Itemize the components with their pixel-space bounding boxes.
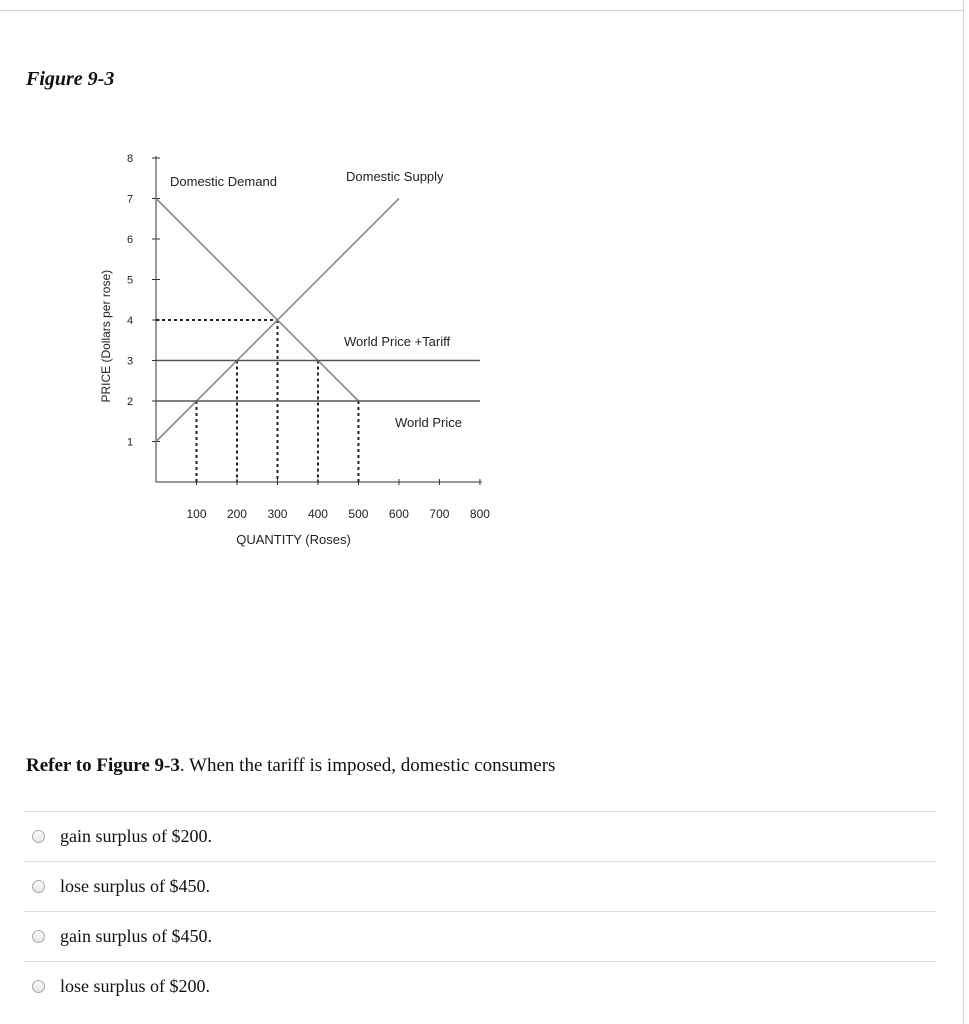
y-tick-label-2: 2 bbox=[126, 396, 134, 408]
series-line-domestic-demand bbox=[156, 199, 358, 402]
label-domestic-supply: Domestic Supply bbox=[346, 169, 444, 184]
x-tick-label-200: 200 bbox=[226, 507, 247, 521]
x-tick-label-400: 400 bbox=[307, 507, 328, 521]
answer-options bbox=[24, 811, 936, 1011]
radio-button-4[interactable] bbox=[32, 980, 45, 993]
x-tick-label-600: 600 bbox=[388, 507, 409, 521]
x-tick-label-700: 700 bbox=[429, 507, 450, 521]
y-axis-label: PRICE (Dollars per rose) bbox=[99, 269, 113, 403]
y-tick-label-8: 8 bbox=[126, 153, 134, 165]
x-tick-label-100: 100 bbox=[186, 507, 207, 521]
top-frame bbox=[0, 0, 964, 11]
y-tick-label-4: 4 bbox=[126, 315, 134, 327]
figure-title: Figure 9-3 bbox=[26, 68, 115, 90]
option-4-label: lose surplus of $200. bbox=[60, 976, 210, 996]
option-3[interactable] bbox=[24, 911, 936, 961]
label-world-price-tariff: World Price +Tariff bbox=[344, 334, 451, 349]
option-4[interactable] bbox=[24, 961, 936, 1011]
question-figure-ref: Refer to Figure 9-3 bbox=[26, 755, 180, 776]
question-text bbox=[26, 755, 555, 777]
x-tick-label-800: 800 bbox=[469, 507, 490, 521]
right-frame bbox=[963, 0, 964, 1024]
option-1-label: gain surplus of $200. bbox=[60, 826, 212, 846]
x-tick-label-500: 500 bbox=[348, 507, 369, 521]
option-3-label: gain surplus of $450. bbox=[60, 926, 212, 946]
x-axis-label: QUANTITY (Roses) bbox=[236, 532, 351, 547]
label-world-price: World Price bbox=[395, 415, 462, 430]
x-tick-label-300: 300 bbox=[267, 507, 288, 521]
chart-axes bbox=[99, 153, 490, 547]
option-2-label: lose surplus of $450. bbox=[60, 876, 210, 896]
question-body: . When the tariff is imposed, domestic consumers bbox=[179, 755, 556, 776]
option-1[interactable] bbox=[24, 811, 936, 861]
radio-button-2[interactable] bbox=[32, 880, 45, 893]
y-tick-label-1: 1 bbox=[126, 436, 134, 449]
radio-button-1[interactable] bbox=[32, 830, 45, 843]
y-tick-label-6: 6 bbox=[126, 234, 134, 246]
label-domestic-demand: Domestic Demand bbox=[170, 174, 277, 189]
option-2[interactable] bbox=[24, 861, 936, 911]
y-tick-label-5: 5 bbox=[126, 274, 134, 287]
supply-demand-chart bbox=[90, 140, 510, 560]
y-tick-label-3: 3 bbox=[126, 355, 134, 368]
chart-labels bbox=[170, 169, 462, 430]
radio-button-3[interactable] bbox=[32, 930, 45, 943]
y-tick-label-7: 7 bbox=[126, 193, 134, 206]
